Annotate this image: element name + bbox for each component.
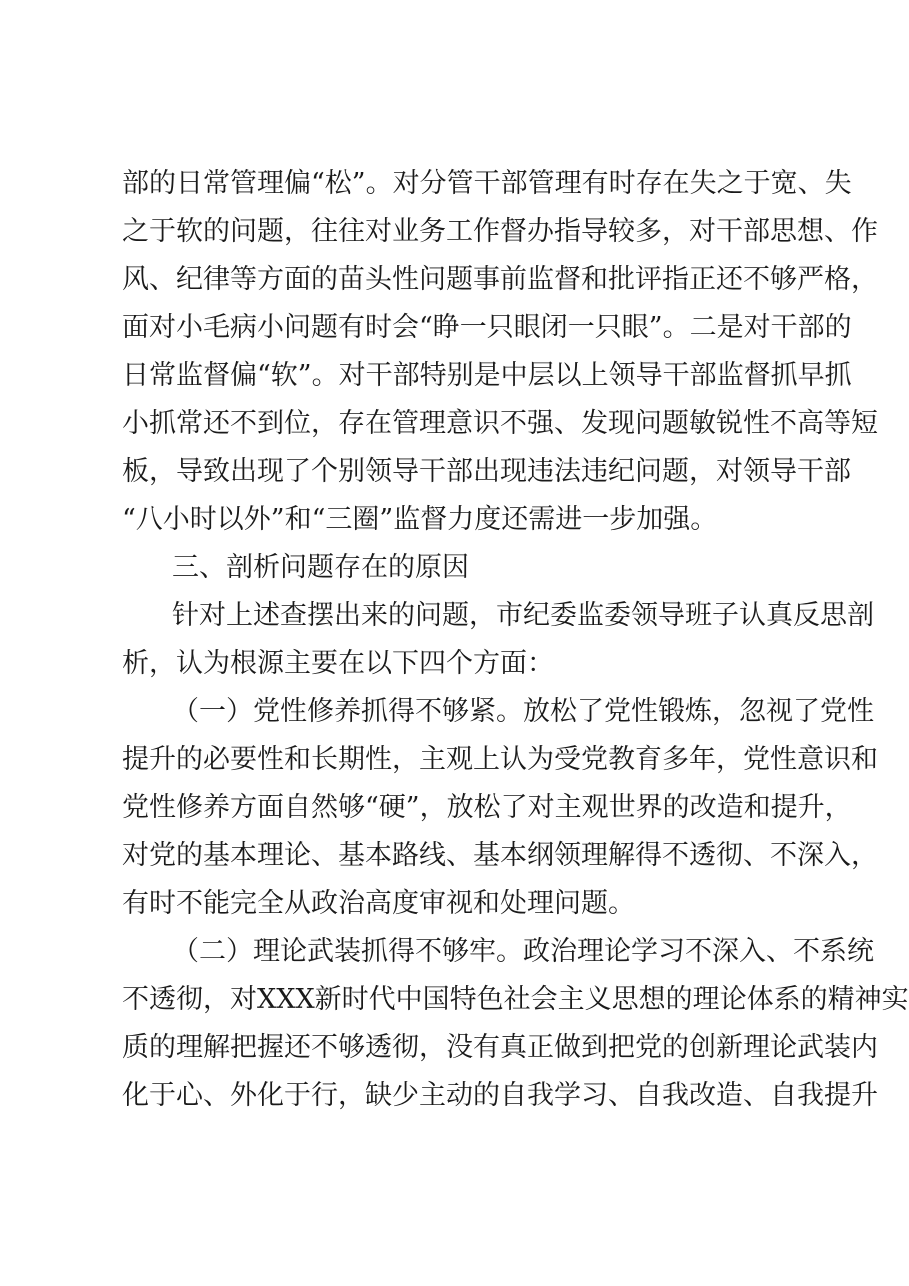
- text-line: 化于心、外化于行，缺少主动的自我学习、自我改造、自我提升: [122, 1080, 878, 1111]
- text-line: 质的理解把握还不够透彻，没有真正做到把党的创新理论武装内: [122, 1032, 878, 1063]
- subsection-1-first-line: （一）党性修养抓得不够紧。放松了党性锻炼，忽视了党性: [172, 696, 874, 727]
- section-heading: 三、剖析问题存在的原因: [172, 552, 469, 583]
- text-line: 之于软的问题，往往对业务工作督办指导较多，对干部思想、作: [122, 216, 878, 247]
- paragraph-first-line: 针对上述查摆出来的问题，市纪委监委领导班子认真反思剖: [172, 600, 874, 631]
- text-line: 提升的必要性和长期性，主观上认为受党教育多年，党性意识和: [122, 744, 878, 775]
- text-line: “八小时以外”和“三圈”监督力度还需进一步加强。: [122, 504, 718, 535]
- text-line: 析，认为根源主要在以下四个方面：: [122, 648, 554, 679]
- text-line: 部的日常管理偏“松”。对分管干部管理有时存在失之于宽、失: [122, 168, 852, 199]
- text-line: 板，导致出现了个别领导干部出现违法违纪问题，对领导干部: [122, 456, 851, 487]
- text-line: 面对小毛病小问题有时会“睁一只眼闭一只眼”。二是对干部的: [122, 312, 852, 343]
- text-line: 党性修养方面自然够“硬”，放松了对主观世界的改造和提升，: [122, 792, 852, 823]
- text-line: 风、纪律等方面的苗头性问题事前监督和批评指正还不够严格，: [122, 264, 878, 295]
- subsection-2-first-line: （二）理论武装抓得不够牢。政治理论学习不深入、不系统: [172, 936, 874, 967]
- text-line: 不透彻，对XXX新时代中国特色社会主义思想的理论体系的精神实: [122, 984, 909, 1015]
- text-line: 对党的基本理论、基本路线、基本纲领理解得不透彻、不深入，: [122, 840, 878, 871]
- text-line: 日常监督偏“软”。对干部特别是中层以上领导干部监督抓早抓: [122, 360, 852, 391]
- text-line: 有时不能完全从政治高度审视和处理问题。: [122, 888, 635, 919]
- text-line: 小抓常还不到位，存在管理意识不强、发现问题敏锐性不高等短: [122, 408, 878, 439]
